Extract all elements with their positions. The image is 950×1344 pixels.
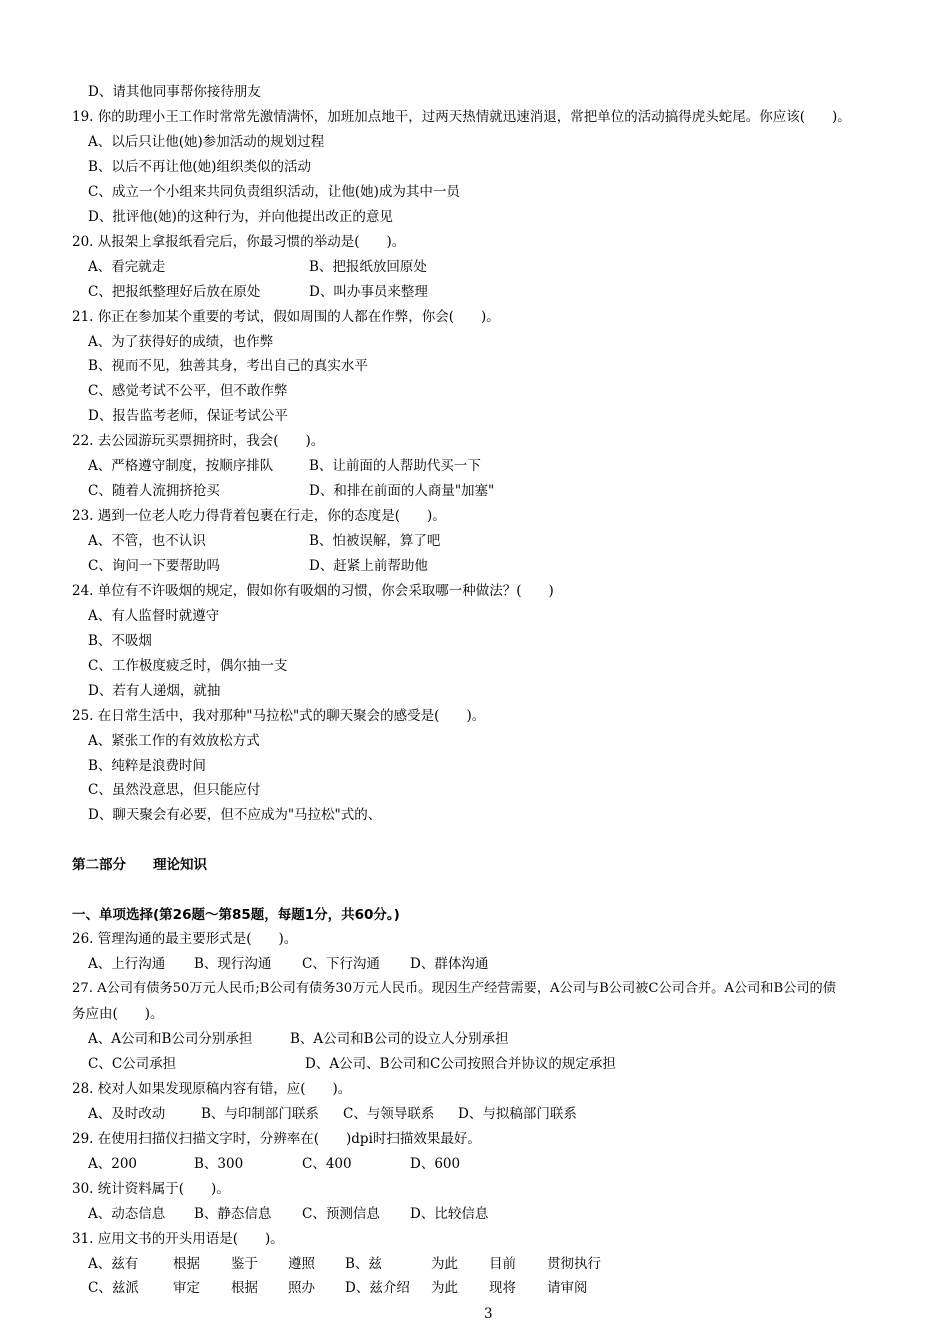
option-cell: D、A公司、B公司和C公司按照合并协议的规定承担 bbox=[305, 1056, 616, 1072]
option-line: A、紧张工作的有效放松方式 bbox=[88, 733, 260, 749]
option-cell: A、不管，也不认识 bbox=[88, 533, 206, 549]
option-cell: A、A公司和B公司分别承担 bbox=[88, 1031, 253, 1047]
option-cell: D、叫办事员来整理 bbox=[309, 284, 428, 300]
question-27: 27. A公司有债务50万元人民币;B公司有债务30万元人民币。现因生产经营需要，A公司与B公司被C公司合并。A公司和B公司的债 bbox=[72, 981, 836, 996]
question-21: 21. 你正在参加某个重要的考试，假如周围的人都在作弊，你会( )。 bbox=[72, 309, 500, 325]
option-line: A、有人监督时就遵守 bbox=[88, 608, 220, 624]
option-cell: C、询问一下要帮助吗 bbox=[88, 558, 220, 574]
option-cell: C、随着人流拥挤抢买 bbox=[88, 483, 220, 499]
question-25: 25. 在日常生活中，我对那种"马拉松"式的聊天聚会的感受是( )。 bbox=[72, 708, 486, 724]
option-cell: D、群体沟通 bbox=[410, 956, 489, 972]
option-cell: A、严格遵守制度，按顺序排队 bbox=[88, 458, 274, 474]
option-line: D、请其他同事帮你接待朋友 bbox=[88, 84, 261, 100]
option-line: B、不吸烟 bbox=[88, 633, 152, 649]
option-cell: 请审阅 bbox=[547, 1280, 588, 1296]
option-cell: B、静态信息 bbox=[194, 1206, 272, 1222]
option-line: C、工作极度疲乏时，偶尔抽一支 bbox=[88, 658, 288, 674]
question-30: 30. 统计资料属于( )。 bbox=[72, 1181, 230, 1197]
option-line: D、报告监考老师，保证考试公平 bbox=[88, 408, 288, 424]
option-cell: 贯彻执行 bbox=[547, 1256, 601, 1272]
question-28: 28. 校对人如果发现原稿内容有错，应( )。 bbox=[72, 1081, 352, 1097]
option-cell: 鉴于 bbox=[231, 1256, 258, 1272]
option-line: B、以后不再让他(她)组织类似的活动 bbox=[88, 159, 311, 175]
option-cell: 根据 bbox=[173, 1256, 200, 1272]
option-cell: B、把报纸放回原处 bbox=[309, 259, 427, 275]
question-31: 31. 应用文书的开头用语是( )。 bbox=[72, 1231, 284, 1247]
option-cell: B、怕被误解，算了吧 bbox=[309, 533, 441, 549]
option-cell: 审定 bbox=[173, 1280, 200, 1296]
option-cell: A、200 bbox=[88, 1156, 138, 1172]
option-cell: 照办 bbox=[288, 1280, 315, 1296]
section-title: 第二部分 理论知识 bbox=[72, 857, 207, 873]
option-line: D、批评他(她)的这种行为，并向他提出改正的意见 bbox=[88, 209, 393, 225]
option-cell: C、把报纸整理好后放在原处 bbox=[88, 284, 261, 300]
page-number: 3 bbox=[484, 1306, 493, 1322]
option-cell: A、兹有 bbox=[88, 1256, 139, 1272]
option-cell: C、C公司承担 bbox=[88, 1056, 177, 1072]
question-23: 23. 遇到一位老人吃力得背着包裹在行走，你的态度是( )。 bbox=[72, 508, 446, 524]
option-cell: D、与拟稿部门联系 bbox=[458, 1106, 577, 1122]
option-cell: D、和排在前面的人商量"加塞" bbox=[309, 483, 495, 499]
option-cell: 遵照 bbox=[288, 1256, 315, 1272]
option-line: C、虽然没意思，但只能应付 bbox=[88, 782, 261, 798]
option-cell: A、及时改动 bbox=[88, 1106, 166, 1122]
option-cell: C、预测信息 bbox=[302, 1206, 380, 1222]
option-cell: B、兹 bbox=[345, 1256, 382, 1272]
question-26: 26. 管理沟通的最主要形式是( )。 bbox=[72, 931, 298, 947]
option-line: D、聊天聚会有必要，但不应成为"马拉松"式的、 bbox=[88, 807, 382, 823]
option-cell: B、让前面的人帮助代买一下 bbox=[309, 458, 481, 474]
option-cell: C、400 bbox=[302, 1156, 352, 1172]
option-line: B、视而不见，独善其身，考出自己的真实水平 bbox=[88, 358, 368, 374]
option-cell: D、赶紧上前帮助他 bbox=[309, 558, 428, 574]
option-cell: D、比较信息 bbox=[410, 1206, 489, 1222]
option-cell: A、看完就走 bbox=[88, 259, 166, 275]
option-cell: B、与印制部门联系 bbox=[201, 1106, 319, 1122]
question-24: 24. 单位有不许吸烟的规定，假如你有吸烟的习惯，你会采取哪一种做法？( ) bbox=[72, 583, 554, 599]
option-line: B、纯粹是浪费时间 bbox=[88, 758, 206, 774]
option-line: D、若有人递烟，就抽 bbox=[88, 683, 221, 699]
option-cell: 目前 bbox=[489, 1256, 516, 1272]
option-line: C、感觉考试不公平，但不敢作弊 bbox=[88, 383, 288, 399]
option-line: A、为了获得好的成绩，也作弊 bbox=[88, 334, 274, 350]
option-cell: D、600 bbox=[410, 1156, 461, 1172]
option-line: A、以后只让他(她)参加活动的规划过程 bbox=[88, 134, 325, 150]
option-cell: B、现行沟通 bbox=[194, 956, 272, 972]
option-cell: C、与领导联系 bbox=[343, 1106, 435, 1122]
option-cell: B、A公司和B公司的设立人分别承担 bbox=[290, 1031, 509, 1047]
question-27-cont: 务应由( )。 bbox=[72, 1006, 164, 1022]
option-cell: A、动态信息 bbox=[88, 1206, 166, 1222]
option-cell: C、兹派 bbox=[88, 1280, 139, 1296]
option-cell: 根据 bbox=[231, 1280, 258, 1296]
question-29: 29. 在使用扫描仪扫描文字时，分辨率在( )dpi时扫描效果最好。 bbox=[72, 1131, 481, 1147]
question-22: 22. 去公园游玩买票拥挤时，我会( )。 bbox=[72, 433, 325, 449]
option-cell: D、兹介绍 bbox=[345, 1280, 410, 1296]
option-cell: 为此 bbox=[431, 1280, 458, 1296]
option-line: C、成立一个小组来共同负责组织活动，让他(她)成为其中一员 bbox=[88, 184, 460, 200]
question-19: 19. 你的助理小王工作时常常先激情满怀，加班加点地干，过两天热情就迅速消退，常把单位的活动搞得虎头蛇尾。你应该( )。 bbox=[72, 109, 851, 125]
option-cell: C、下行沟通 bbox=[302, 956, 380, 972]
question-20: 20. 从报架上拿报纸看完后，你最习惯的举动是( )。 bbox=[72, 234, 406, 250]
option-cell: 现将 bbox=[489, 1280, 516, 1296]
sub-section-title: 一、单项选择(第26题～第85题，每题1分，共60分。) bbox=[72, 907, 400, 923]
option-cell: A、上行沟通 bbox=[88, 956, 166, 972]
option-cell: 为此 bbox=[431, 1256, 458, 1272]
option-cell: B、300 bbox=[194, 1156, 244, 1172]
